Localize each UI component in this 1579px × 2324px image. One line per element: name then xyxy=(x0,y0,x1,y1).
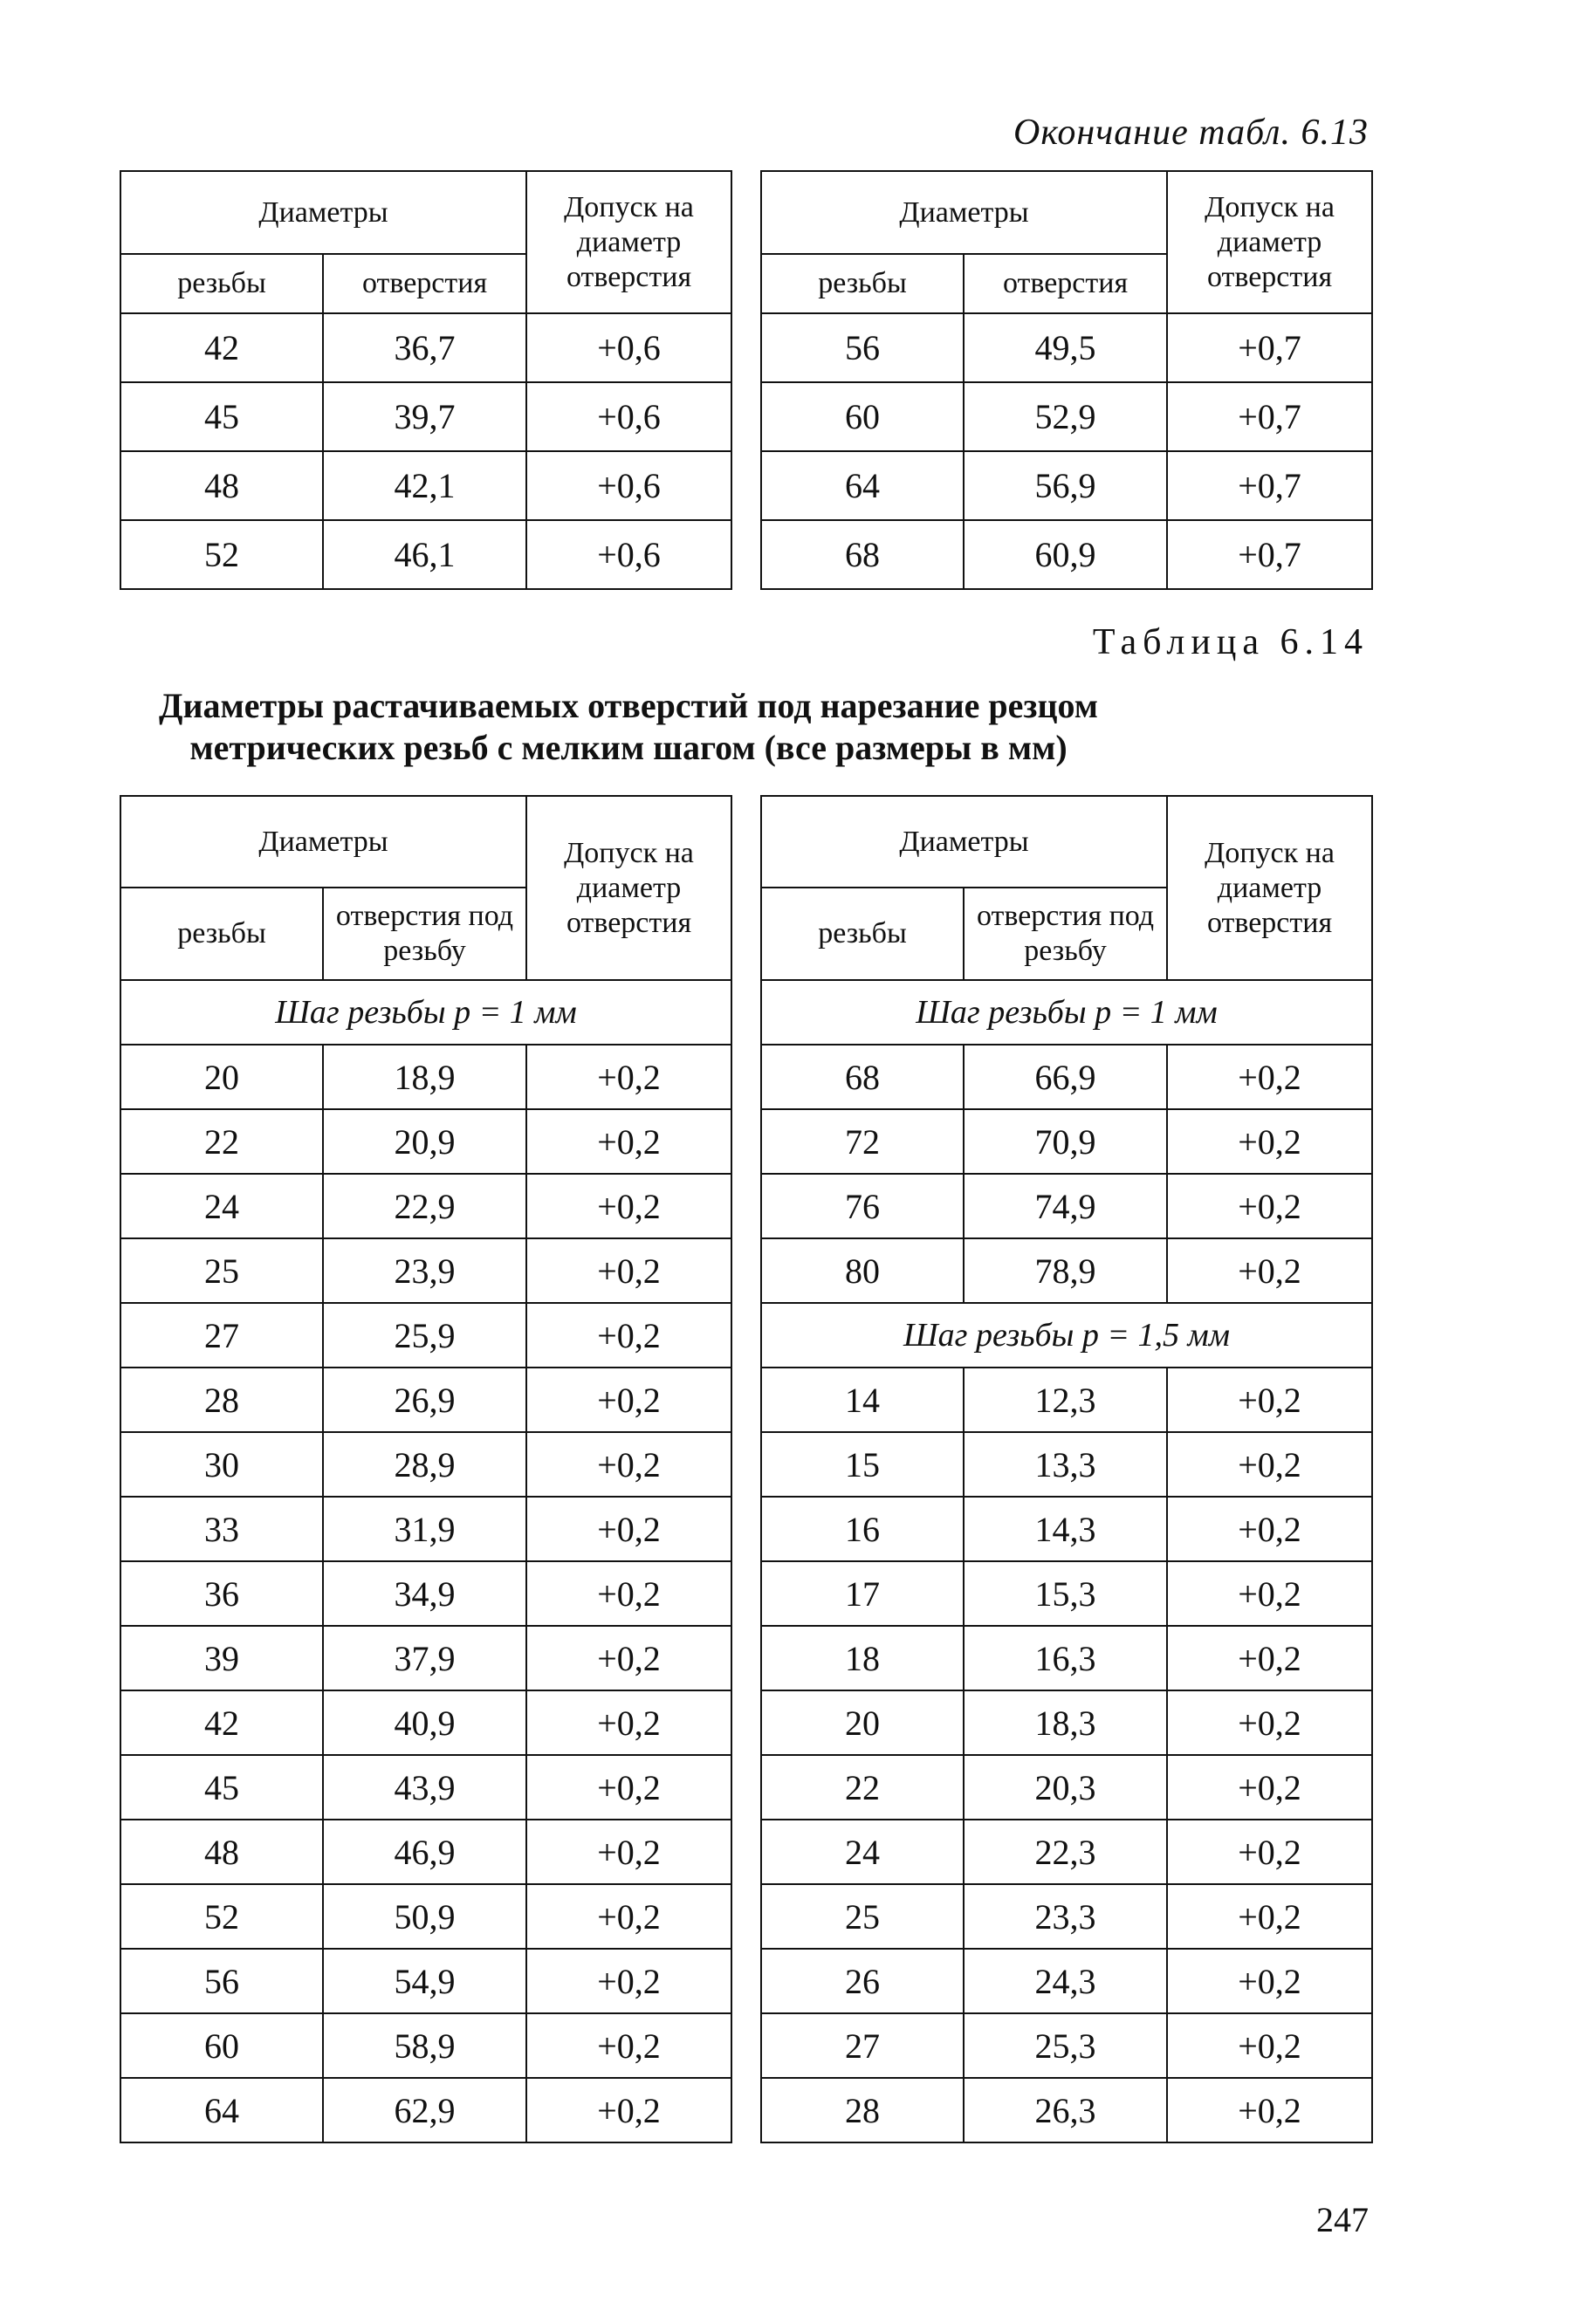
header-tolerance-right: Допуск на диаметр отверстия xyxy=(1167,171,1372,313)
cell-tolerance: +0,2 xyxy=(1167,1368,1372,1432)
cell-hole: 18,9 xyxy=(323,1045,526,1109)
cell-thread: 20 xyxy=(120,1045,323,1109)
cell-hole: 16,3 xyxy=(964,1626,1167,1690)
cell-hole: 43,9 xyxy=(323,1755,526,1820)
cell-thread: 14 xyxy=(761,1368,964,1432)
cell-tolerance: +0,2 xyxy=(526,1238,731,1303)
cell-hole: 36,7 xyxy=(323,313,526,382)
cell-thread: 26 xyxy=(761,1949,964,2013)
cell-thread: 27 xyxy=(120,1303,323,1368)
cell-thread: 16 xyxy=(761,1497,964,1561)
cell-tolerance: +0,2 xyxy=(526,1626,731,1690)
cell-thread: 68 xyxy=(761,1045,964,1109)
cell-tolerance: +0,6 xyxy=(526,382,731,451)
column-gap xyxy=(731,796,761,2142)
cell-hole: 23,3 xyxy=(964,1884,1167,1949)
cell-hole: 20,9 xyxy=(323,1109,526,1174)
cell-hole: 74,9 xyxy=(964,1174,1167,1238)
cell-tolerance: +0,2 xyxy=(526,1884,731,1949)
cell-thread: 33 xyxy=(120,1497,323,1561)
header-diameters-right: Диаметры xyxy=(761,171,1167,254)
cell-hole: 54,9 xyxy=(323,1949,526,2013)
cell-hole: 25,9 xyxy=(323,1303,526,1368)
cell-hole: 13,3 xyxy=(964,1432,1167,1497)
cell-tolerance: +0,2 xyxy=(526,1561,731,1626)
cell-tolerance: +0,2 xyxy=(1167,1432,1372,1497)
cell-thread: 48 xyxy=(120,451,323,520)
cell-tolerance: +0,2 xyxy=(526,1755,731,1820)
cell-tolerance: +0,2 xyxy=(1167,2078,1372,2142)
table-6-14-body xyxy=(120,796,1372,2142)
cell-hole: 22,9 xyxy=(323,1174,526,1238)
cell-hole: 22,3 xyxy=(964,1820,1167,1884)
table-6-14 xyxy=(120,795,1373,2143)
header-tolerance-left: Допуск на диаметр отверстия xyxy=(526,171,731,313)
header-hole-right: отверстия xyxy=(964,254,1167,313)
cell-tolerance: +0,2 xyxy=(526,1109,731,1174)
cell-hole: 58,9 xyxy=(323,2013,526,2078)
header-thread-right: резьбы xyxy=(761,888,964,980)
cell-hole: 12,3 xyxy=(964,1368,1167,1432)
table-6-14-label: Таблица 6.14 xyxy=(1092,622,1369,662)
cell-hole: 31,9 xyxy=(323,1497,526,1561)
cell-hole: 25,3 xyxy=(964,2013,1167,2078)
cell-thread: 18 xyxy=(761,1626,964,1690)
cell-thread: 24 xyxy=(120,1174,323,1238)
cell-hole: 56,9 xyxy=(964,451,1167,520)
cell-hole: 78,9 xyxy=(964,1238,1167,1303)
cell-tolerance: +0,2 xyxy=(1167,1755,1372,1820)
cell-hole: 14,3 xyxy=(964,1497,1167,1561)
header-diameters-left: Диаметры xyxy=(120,796,526,888)
cell-thread: 36 xyxy=(120,1561,323,1626)
pitch-header-right: Шаг резьбы p = 1 мм xyxy=(761,980,1372,1045)
cell-thread: 45 xyxy=(120,1755,323,1820)
cell-tolerance: +0,2 xyxy=(1167,1884,1372,1949)
cell-thread: 22 xyxy=(120,1109,323,1174)
cell-tolerance: +0,2 xyxy=(1167,1109,1372,1174)
cell-thread: 25 xyxy=(761,1884,964,1949)
cell-tolerance: +0,2 xyxy=(1167,1626,1372,1690)
cell-tolerance: +0,2 xyxy=(526,1432,731,1497)
cell-tolerance: +0,2 xyxy=(526,1820,731,1884)
cell-thread: 17 xyxy=(761,1561,964,1626)
cell-thread: 52 xyxy=(120,1884,323,1949)
table-6-13 xyxy=(120,170,1373,590)
cell-thread: 60 xyxy=(120,2013,323,2078)
cell-thread: 60 xyxy=(761,382,964,451)
cell-tolerance: +0,2 xyxy=(1167,1174,1372,1238)
cell-hole: 52,9 xyxy=(964,382,1167,451)
cell-hole: 42,1 xyxy=(323,451,526,520)
cell-hole: 46,9 xyxy=(323,1820,526,1884)
cell-tolerance: +0,2 xyxy=(526,1497,731,1561)
cell-thread: 27 xyxy=(761,2013,964,2078)
cell-thread: 45 xyxy=(120,382,323,451)
page-number: 247 xyxy=(1316,2200,1369,2239)
cell-tolerance: +0,2 xyxy=(526,1368,731,1432)
cell-tolerance: +0,2 xyxy=(526,1690,731,1755)
table-6-13-continuation-caption: Окончание табл. 6.13 xyxy=(1013,113,1369,153)
cell-thread: 22 xyxy=(761,1755,964,1820)
cell-thread: 42 xyxy=(120,1690,323,1755)
cell-thread: 56 xyxy=(761,313,964,382)
cell-thread: 80 xyxy=(761,1238,964,1303)
cell-tolerance: +0,6 xyxy=(526,520,731,589)
cell-hole: 28,9 xyxy=(323,1432,526,1497)
cell-thread: 48 xyxy=(120,1820,323,1884)
cell-tolerance: +0,7 xyxy=(1167,451,1372,520)
header-thread-right: резьбы xyxy=(761,254,964,313)
cell-tolerance: +0,2 xyxy=(526,1949,731,2013)
cell-tolerance: +0,7 xyxy=(1167,520,1372,589)
pitch-header-right-1-5: Шаг резьбы p = 1,5 мм xyxy=(761,1303,1372,1368)
cell-tolerance: +0,2 xyxy=(1167,2013,1372,2078)
cell-hole: 40,9 xyxy=(323,1690,526,1755)
cell-tolerance: +0,7 xyxy=(1167,313,1372,382)
cell-hole: 70,9 xyxy=(964,1109,1167,1174)
cell-thread: 20 xyxy=(761,1690,964,1755)
cell-tolerance: +0,7 xyxy=(1167,382,1372,451)
cell-hole: 26,9 xyxy=(323,1368,526,1432)
cell-tolerance: +0,2 xyxy=(1167,1820,1372,1884)
cell-hole: 66,9 xyxy=(964,1045,1167,1109)
cell-tolerance: +0,2 xyxy=(526,1174,731,1238)
cell-hole: 15,3 xyxy=(964,1561,1167,1626)
cell-thread: 76 xyxy=(761,1174,964,1238)
cell-tolerance: +0,6 xyxy=(526,313,731,382)
cell-hole: 62,9 xyxy=(323,2078,526,2142)
cell-hole: 20,3 xyxy=(964,1755,1167,1820)
cell-tolerance: +0,2 xyxy=(526,2013,731,2078)
cell-tolerance: +0,2 xyxy=(1167,1238,1372,1303)
cell-hole: 34,9 xyxy=(323,1561,526,1626)
header-thread-left: резьбы xyxy=(120,888,323,980)
header-diameters-left: Диаметры xyxy=(120,171,526,254)
cell-thread: 25 xyxy=(120,1238,323,1303)
cell-tolerance: +0,2 xyxy=(526,1045,731,1109)
cell-thread: 28 xyxy=(761,2078,964,2142)
table-6-14-title-line-1: Диаметры растачиваемых отверстий под нарезание резцом xyxy=(158,686,1099,725)
cell-hole: 60,9 xyxy=(964,520,1167,589)
header-hole-right: отверстия под резьбу xyxy=(964,888,1167,980)
cell-tolerance: +0,2 xyxy=(1167,1690,1372,1755)
cell-hole: 18,3 xyxy=(964,1690,1167,1755)
table-6-14-title-line-2: метрических резьб с мелким шагом (все размеры в мм) xyxy=(189,728,1068,767)
cell-hole: 26,3 xyxy=(964,2078,1167,2142)
header-tolerance-left: Допуск на диаметр отверстия xyxy=(526,796,731,980)
cell-thread: 15 xyxy=(761,1432,964,1497)
table-6-13-body xyxy=(120,171,1372,589)
header-thread-left: резьбы xyxy=(120,254,323,313)
cell-tolerance: +0,2 xyxy=(526,2078,731,2142)
cell-thread: 56 xyxy=(120,1949,323,2013)
cell-thread: 30 xyxy=(120,1432,323,1497)
header-tolerance-right: Допуск на диаметр отверстия xyxy=(1167,796,1372,980)
cell-hole: 50,9 xyxy=(323,1884,526,1949)
cell-thread: 64 xyxy=(120,2078,323,2142)
pitch-header-left: Шаг резьбы p = 1 мм xyxy=(120,980,731,1045)
cell-thread: 72 xyxy=(761,1109,964,1174)
cell-hole: 49,5 xyxy=(964,313,1167,382)
cell-thread: 64 xyxy=(761,451,964,520)
cell-thread: 39 xyxy=(120,1626,323,1690)
cell-hole: 39,7 xyxy=(323,382,526,451)
header-hole-left: отверстия под резьбу xyxy=(323,888,526,980)
header-hole-left: отверстия xyxy=(323,254,526,313)
cell-hole: 23,9 xyxy=(323,1238,526,1303)
cell-thread: 42 xyxy=(120,313,323,382)
cell-tolerance: +0,2 xyxy=(1167,1045,1372,1109)
cell-tolerance: +0,2 xyxy=(526,1303,731,1368)
cell-thread: 52 xyxy=(120,520,323,589)
cell-tolerance: +0,2 xyxy=(1167,1561,1372,1626)
cell-tolerance: +0,2 xyxy=(1167,1949,1372,2013)
cell-hole: 46,1 xyxy=(323,520,526,589)
cell-tolerance: +0,2 xyxy=(1167,1497,1372,1561)
cell-thread: 68 xyxy=(761,520,964,589)
cell-thread: 24 xyxy=(761,1820,964,1884)
cell-hole: 24,3 xyxy=(964,1949,1167,2013)
header-diameters-right: Диаметры xyxy=(761,796,1167,888)
column-gap xyxy=(731,171,761,589)
cell-tolerance: +0,6 xyxy=(526,451,731,520)
cell-hole: 37,9 xyxy=(323,1626,526,1690)
cell-thread: 28 xyxy=(120,1368,323,1432)
